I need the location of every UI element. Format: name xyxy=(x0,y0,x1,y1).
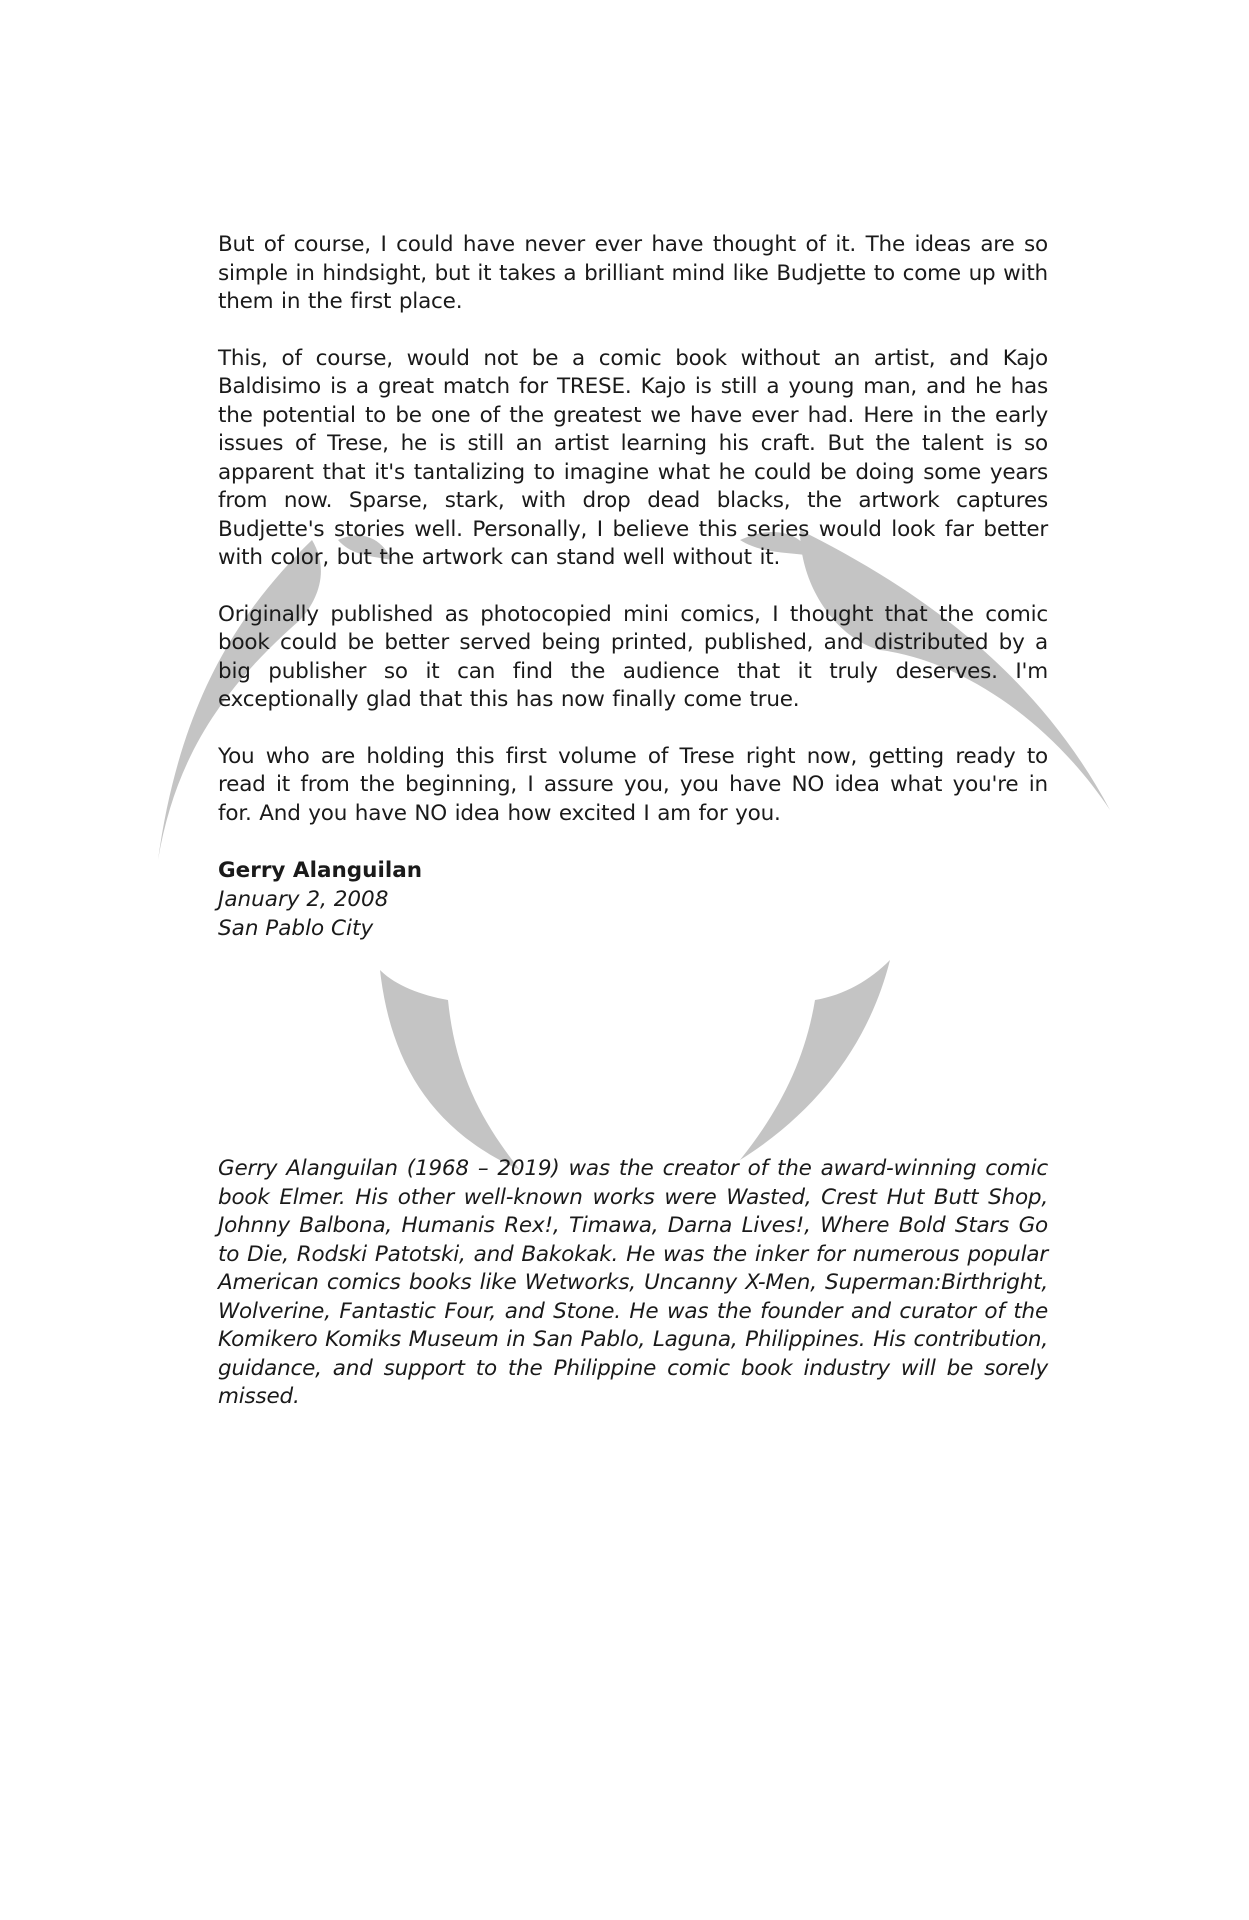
paragraph-hindsight: But of course, I could have never ever have thought of it. The ideas are so simple in hindsight, but it takes a brilliant mind like Budjette to come up with them in the first place. xyxy=(218,232,1048,314)
paragraph-artist: This, of course, would not be a comic book without an artist, and Kajo Baldisimo is a great match for TRESE. Kajo is still a young man, and he has the potential to be one of the greatest we have ever had. Here in the early issues of Trese, he is still an artist learning his craft. But the talent is so apparent that it's tantalizing to imagine what he could be doing some years from now. Sparse, stark, with drop dead blacks, the artwork captures Budjette's stories well. Personally, I believe this series would look far better with color, but the artwork can stand well without it. xyxy=(218,345,1048,570)
left-lower-crescent-shape xyxy=(380,970,520,1170)
signature-name: Gerry Alanguilan xyxy=(218,858,423,883)
signature-block xyxy=(218,856,1048,943)
right-lower-crescent-shape xyxy=(740,960,890,1160)
paragraph-publication: Originally published as photocopied mini comics, I thought that the comic book could be better served being printed, published, and distributed by a big publisher so it can find the audience that it truly deserves. I'm exceptionally glad that this has now finally come true. xyxy=(218,601,1048,712)
signature-date: January 2, 2008 xyxy=(218,887,389,912)
foreword-body xyxy=(218,231,1048,943)
author-bio: Gerry Alanguilan (1968 – 2019) was the creator of the award-winning comic book Elmer. His other well-known works were Wasted, Crest Hut Butt Shop, Johnny Balbona, Humanis Rex!, Timawa, Darna Lives!, Where Bold Stars Go to Die, Rodski Patotski, and Bakokak. He was the inker for numerous popular American comics books like Wetworks, Uncanny X-Men, Superman:Birthright, Wolverine, Fantastic Four, and Stone. He was the founder and curator of the Komikero Komiks Museum in San Pablo, Laguna, Philippines. His contribution, guidance, and support to the Philippine comic book industry will be sorely missed. xyxy=(218,1156,1048,1409)
signature-place: San Pablo City xyxy=(218,916,374,941)
paragraph-closing: You who are holding this first volume of Trese right now, getting ready to read it from the beginning, I assure you, you have NO idea what you're in for. And you have NO idea how excited I am for you. xyxy=(218,743,1048,826)
